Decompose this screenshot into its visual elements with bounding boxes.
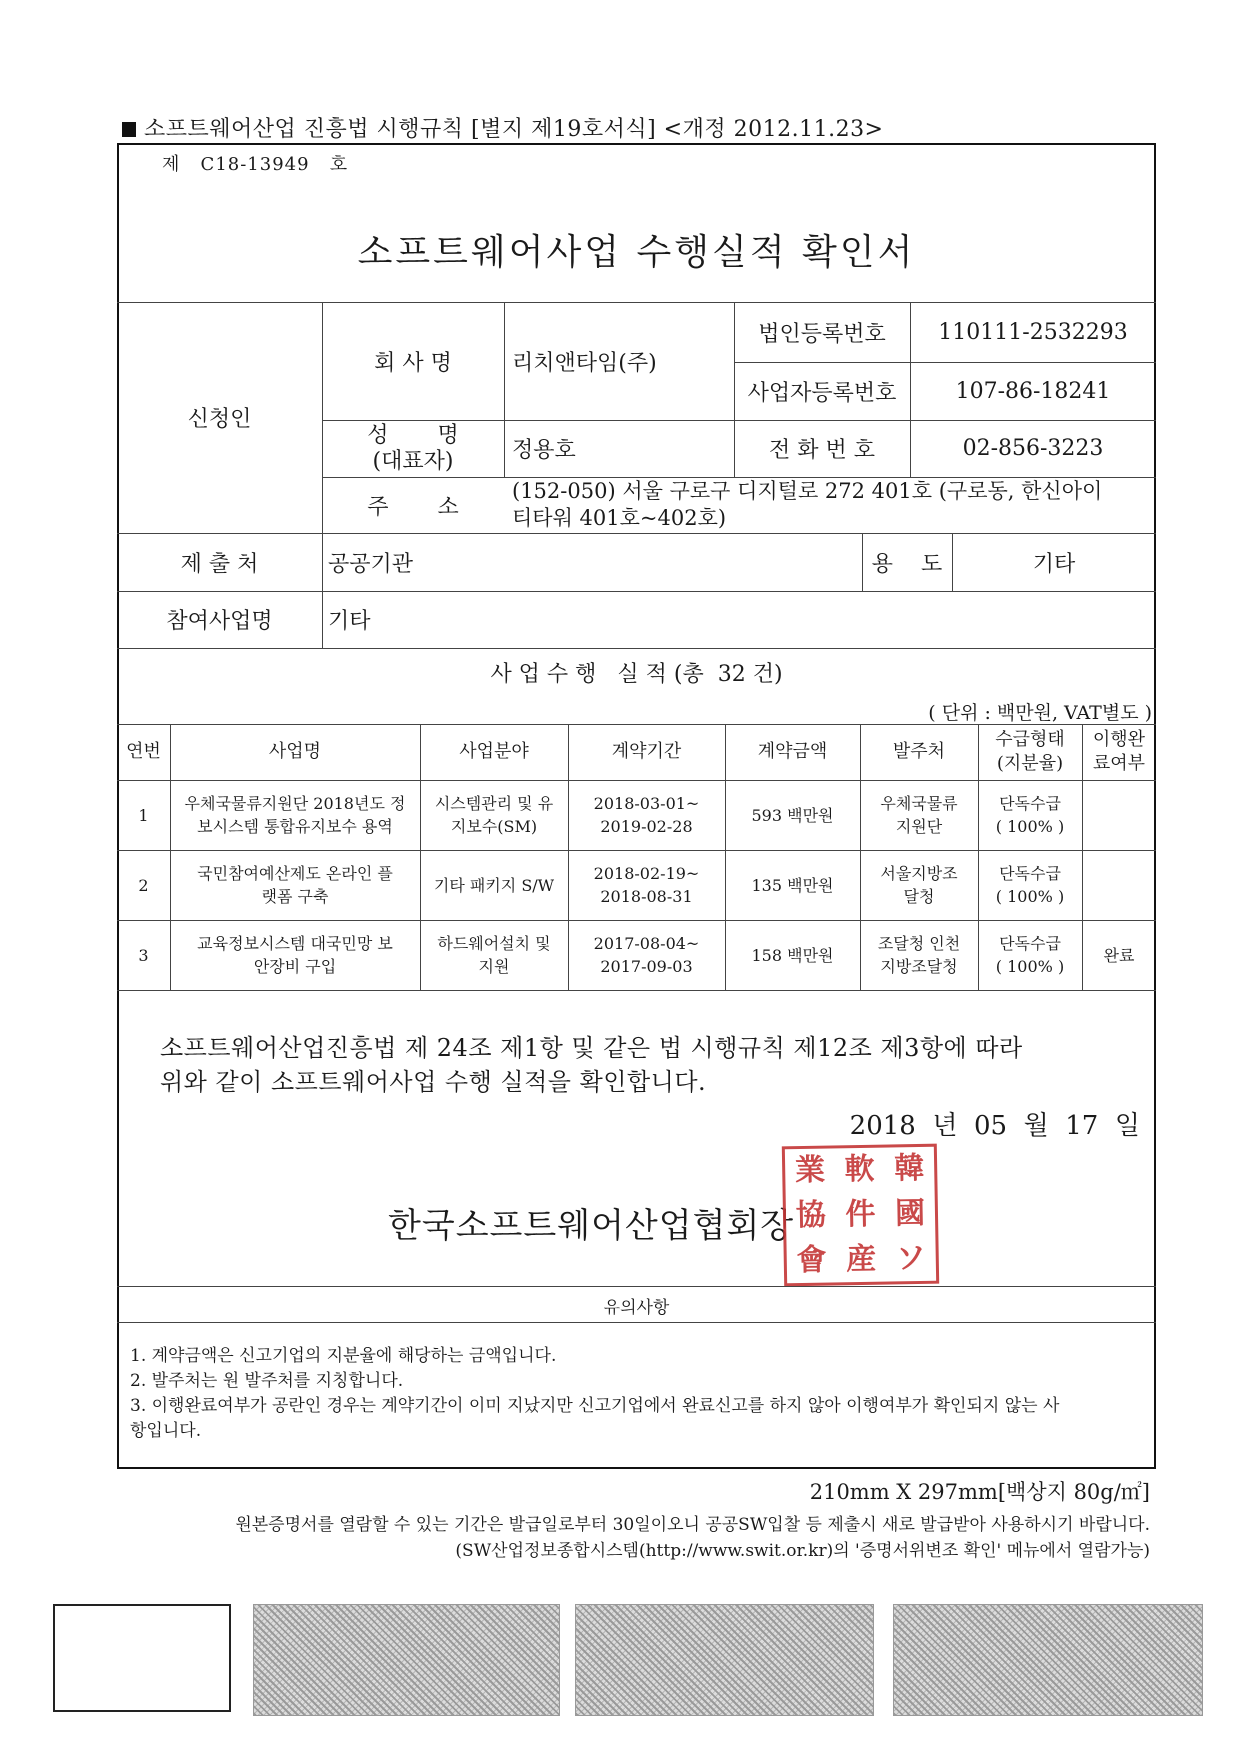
note-item: 항입니다.	[130, 1421, 202, 1441]
row-period	[568, 780, 725, 850]
submit-to-value: 공공기관	[328, 551, 414, 577]
row-amount: 158 백만원	[751, 945, 834, 965]
biz-reg-value: 107-86-18241	[955, 378, 1111, 404]
paper-spec: 210mm X 297mm[백상지 80g/㎡]	[809, 1480, 1150, 1504]
row-client-line1: 서울지방조	[880, 864, 958, 883]
row-project-name-line2: 보시스템 통합유지보수 용역	[197, 817, 393, 836]
footer-notice-2: (SW산업정보종합시스템(http://www.swit.or.kr)의 '증명서위변조 확인' 메뉴에서 열람가능)	[455, 1541, 1150, 1561]
blank-box	[53, 1604, 231, 1712]
col-amount: 계약금액	[757, 741, 828, 762]
security-pattern	[893, 1604, 1203, 1716]
row-project-name-line1: 우체국물류지원단 2018년도 정	[184, 794, 406, 813]
row-project-name-line1: 국민참여예산제도 온라인 플	[197, 864, 393, 883]
row-field-line2: 지원	[478, 957, 510, 976]
divider	[117, 1286, 1156, 1287]
col-client: 발주처	[892, 741, 946, 762]
row-client-line2: 달청	[903, 887, 935, 906]
notes-list	[130, 1344, 1145, 1444]
page-title: 소프트웨어사업 수행실적 확인서	[357, 232, 916, 273]
col-project-name: 사업명	[268, 741, 322, 762]
representative-value: 정용호	[512, 438, 576, 463]
row-field	[420, 850, 568, 920]
divider	[117, 990, 1156, 991]
note-item: 2. 발주처는 원 발주처를 지칭합니다.	[130, 1371, 404, 1391]
row-project-name	[172, 850, 418, 920]
address-value	[512, 477, 1152, 533]
row-period-end: 2018-08-31	[600, 887, 693, 906]
row-contract-type	[978, 850, 1082, 920]
official-seal-stamp: 業 軟 韓 協 件 國 會 産 ソ	[782, 1144, 939, 1287]
security-pattern	[253, 1604, 560, 1716]
row-period-start: 2018-02-19~	[593, 864, 700, 883]
address-line-1: (152-050) 서울 구로구 디지털로 272 401호 (구로동, 한신아이	[512, 479, 1103, 503]
row-contract-type-line1: 단독수급	[999, 934, 1061, 953]
phone-label: 전 화 번 호	[769, 438, 875, 463]
row-contract-type-line2: ( 100% )	[995, 957, 1065, 976]
corp-reg-value: 110111-2532293	[938, 319, 1128, 345]
row-no: 3	[138, 945, 149, 965]
submit-to-label: 제 출 처	[180, 551, 259, 577]
row-client-line1: 우체국물류	[880, 794, 958, 813]
phone-value: 02-856-3223	[962, 436, 1104, 461]
row-contract-type-line1: 단독수급	[999, 864, 1061, 883]
row-period-end: 2017-09-03	[600, 957, 693, 976]
col-period: 계약기간	[611, 741, 682, 762]
unit-note: ( 단위 : 백만원, VAT별도 )	[928, 702, 1152, 724]
row-field	[420, 780, 568, 850]
row-project-name-line2: 랫폼 구축	[261, 887, 329, 906]
row-field-line1: 시스템관리 및 유	[434, 794, 554, 813]
row-project-name-line1: 교육정보시스템 대국민망 보	[197, 934, 393, 953]
row-completion	[1082, 850, 1156, 920]
applicant-label: 신청인	[187, 407, 252, 432]
col-contract-type-line1: 수급형태	[995, 729, 1065, 750]
row-field	[420, 920, 568, 990]
row-amount: 593 백만원	[751, 805, 834, 825]
row-amount: 135 백만원	[751, 875, 834, 895]
row-client	[860, 780, 978, 850]
company-label: 회 사 명	[374, 350, 452, 376]
document-number: 제 C18-13949 호	[162, 154, 349, 175]
divider	[117, 1322, 1156, 1323]
representative-label-line1: 성 명	[367, 422, 459, 448]
row-completion	[1082, 780, 1156, 850]
project-label: 참여사업명	[166, 609, 273, 634]
divider	[117, 648, 1156, 649]
row-contract-type-line1: 단독수급	[999, 794, 1061, 813]
row-field-line1: 하드웨어설치 및	[437, 934, 551, 953]
col-contract-type	[978, 724, 1082, 780]
row-contract-type-line2: ( 100% )	[995, 817, 1065, 836]
form-reference	[122, 112, 884, 143]
row-project-name	[172, 920, 418, 990]
col-contract-type-line2: (지분율)	[996, 753, 1064, 774]
col-completion-line1: 이행완	[1092, 729, 1146, 750]
row-period-start: 2017-08-04~	[593, 934, 700, 953]
row-period	[568, 920, 725, 990]
issue-date: 2018 년 05 월 17 일	[849, 1111, 1140, 1141]
form-reference-text: 소프트웨어산업 진흥법 시행규칙 [별지 제19호서식] <개정 2012.11.23>	[144, 117, 884, 142]
address-line-2: 티타워 401호~402호)	[512, 506, 727, 530]
col-no: 연번	[126, 741, 161, 762]
row-client-line2: 지원단	[895, 817, 943, 836]
row-client-line2: 지방조달청	[880, 957, 958, 976]
row-contract-type-line2: ( 100% )	[995, 887, 1065, 906]
row-no: 2	[138, 875, 149, 895]
security-pattern	[575, 1604, 874, 1716]
col-completion-line2: 료여부	[1092, 753, 1146, 774]
note-item: 3. 이행완료여부가 공란인 경우는 계약기간이 이미 지났지만 신고기업에서 완료신고를 하지 않아 이행여부가 확인되지 않는 사	[130, 1396, 1060, 1416]
row-field-line2: 지보수(SM)	[450, 817, 538, 836]
row-contract-type	[978, 780, 1082, 850]
confirmation-line-2: 위와 같이 소프트웨어사업 수행 실적을 확인합니다.	[160, 1068, 707, 1096]
row-contract-type	[978, 920, 1082, 990]
representative-label-line2: (대표자)	[372, 448, 454, 474]
row-period-end: 2019-02-28	[600, 817, 693, 836]
footer-notice-1: 원본증명서를 열람할 수 있는 기간은 발급일로부터 30일이오니 공공SW입찰 등 제출시 새로 발급받아 사용하시기 바랍니다.	[235, 1515, 1150, 1535]
note-item: 1. 계약금액은 신고기업의 지분율에 해당하는 금액입니다.	[130, 1346, 557, 1366]
row-client	[860, 850, 978, 920]
corp-reg-label: 법인등록번호	[758, 321, 886, 347]
purpose-value: 기타	[1032, 551, 1076, 577]
project-value: 기타	[328, 609, 371, 634]
confirmation-line-1: 소프트웨어산업진흥법 제 24조 제1항 및 같은 법 시행규칙 제12조 제3항에 따라	[160, 1034, 1023, 1062]
row-period-start: 2018-03-01~	[593, 794, 700, 813]
notes-title: 유의사항	[603, 1298, 670, 1318]
row-project-name-line2: 안장비 구입	[253, 957, 337, 976]
row-no: 1	[138, 805, 149, 825]
divider	[504, 302, 505, 477]
purpose-label: 용 도	[871, 551, 943, 577]
representative-label	[322, 420, 504, 477]
col-field: 사업분야	[459, 741, 529, 762]
row-client	[860, 920, 978, 990]
square-bullet-icon	[122, 122, 136, 137]
performance-title: 사 업 수 행 실 적 (총 32 건)	[490, 661, 783, 687]
row-completion: 완료	[1103, 945, 1135, 965]
row-client-line1: 조달청 인천	[877, 934, 961, 953]
row-field-line1: 기타 패키지 S/W	[433, 875, 555, 895]
biz-reg-label: 사업자등록번호	[747, 380, 897, 406]
confirmation-text	[160, 1031, 1023, 1099]
row-period	[568, 850, 725, 920]
company-value: 리치앤타임(주)	[512, 350, 657, 376]
row-project-name	[172, 780, 418, 850]
issuer-name: 한국소프트웨어산업협회장	[388, 1206, 795, 1246]
address-label: 주 소	[367, 494, 459, 520]
col-completion	[1082, 724, 1156, 780]
